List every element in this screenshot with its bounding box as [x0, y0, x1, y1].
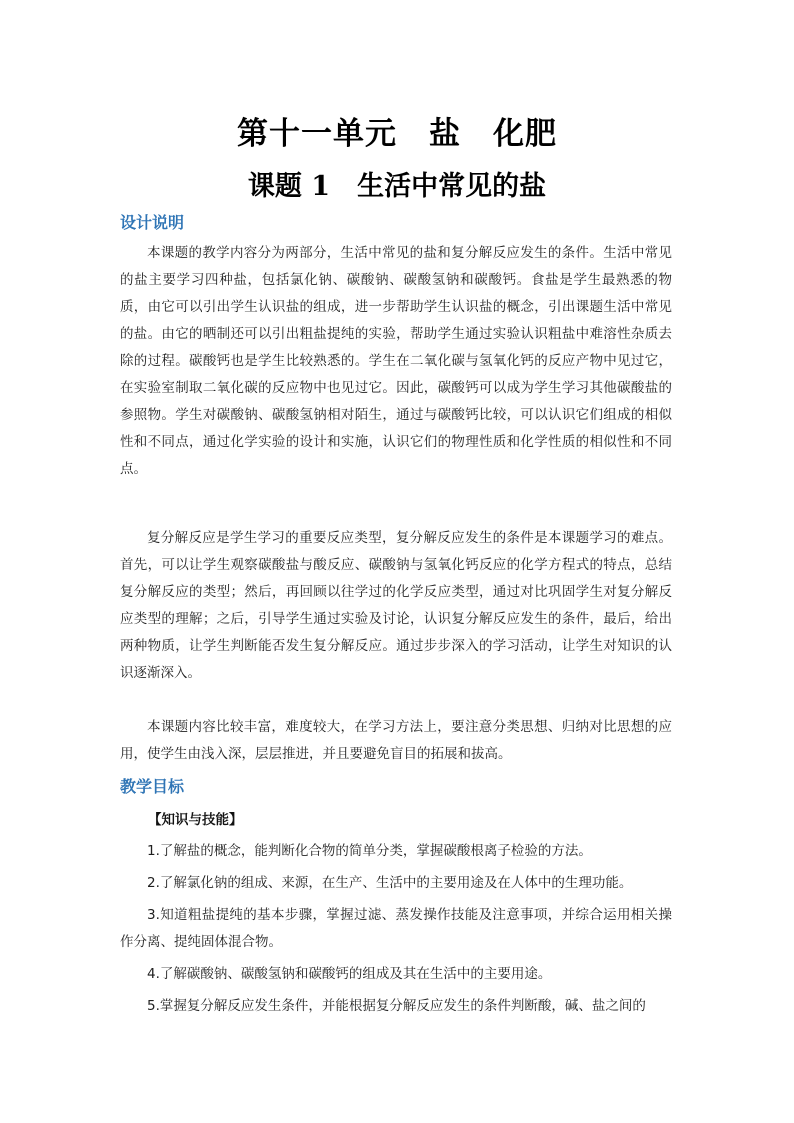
design-paragraph-3: 本课题内容比较丰富，难度较大，在学习方法上，要注意分类思想、归纳对比思想的应用，使学生由浅入深，层层推进，并且要避免盲目的拓展和拔高。	[120, 719, 672, 762]
goal-item-1: 1.了解盐的概念，能判断化合物的简单分类，掌握碳酸根离子检验的方法。	[147, 843, 592, 859]
knowledge-skills-subheading: 【知识与技能】	[148, 812, 243, 828]
goals-list	[120, 838, 672, 1025]
unit-title: 第十一单元 盐 化肥	[237, 116, 557, 152]
goal-item-4: 4.了解碳酸钠、碳酸氢钠和碳酸钙的组成及其在生活中的主要用途。	[147, 966, 552, 982]
design-paragraph-2: 复分解反应是学生学习的重要反应类型，复分解反应发生的条件是本课题学习的难点。首先，可以让学生观察碳酸盐与酸反应、碳酸钠与氢氧化钙反应的化学方程式的特点，总结复分解反应的类型；然后，再回顾以往学过的化学反应类型，通过对比巩固学生对复分解反应类型的理解；之后，引导学生通过实验及讨论，认识复分解反应发生的条件，最后，给出两种物质，让学生判断能否发生复分解反应。通过步步深入的学习活动，让学生对知识的认识逐渐深入。	[120, 530, 672, 681]
goal-item-3: 3.知道粗盐提纯的基本步骤，掌握过滤、蒸发操作技能及注意事项，并综合运用相关操作分离、提纯固体混合物。	[120, 907, 672, 950]
goals-section-heading: 教学目标	[120, 777, 185, 796]
design-paragraph-1: 本课题的教学内容分为两部分，生活中常见的盐和复分解反应发生的条件。生活中常见的盐主要学习四种盐，包括氯化钠、碳酸钠、碳酸氢钠和碳酸钙。食盐是学生最熟悉的物质，由它可以引出学生认识盐的组成，进一步帮助学生认识盐的概念，引出课题生活中常见的盐。由它的晒制还可以引出粗盐提纯的实验，帮助学生通过实验认识粗盐中难溶性杂质去除的过程。碳酸钙也是学生比较熟悉的。学生在二氧化碳与氢氧化钙的反应产物中见过它，在实验室制取二氧化碳的反应物中也见过它。因此，碳酸钙可以成为学生学习其他碳酸盐的参照物。学生对碳酸钠、碳酸氢钠相对陌生，通过与碳酸钙比较，可以认识它们组成的相似性和不同点，通过化学实验的设计和实施，认识它们的物理性质和化学性质的相似性和不同点。	[120, 245, 672, 477]
goal-item-2: 2.了解氯化钠的组成、来源，在生产、生活中的主要用途及在人体中的生理功能。	[147, 875, 633, 891]
design-section-heading: 设计说明	[120, 213, 185, 232]
lesson-title: 课题 1 生活中常见的盐	[247, 171, 547, 202]
goal-item-5: 5.掌握复分解反应发生条件，并能根据复分解反应发生的条件判断酸，碱、盐之间的	[147, 998, 646, 1014]
